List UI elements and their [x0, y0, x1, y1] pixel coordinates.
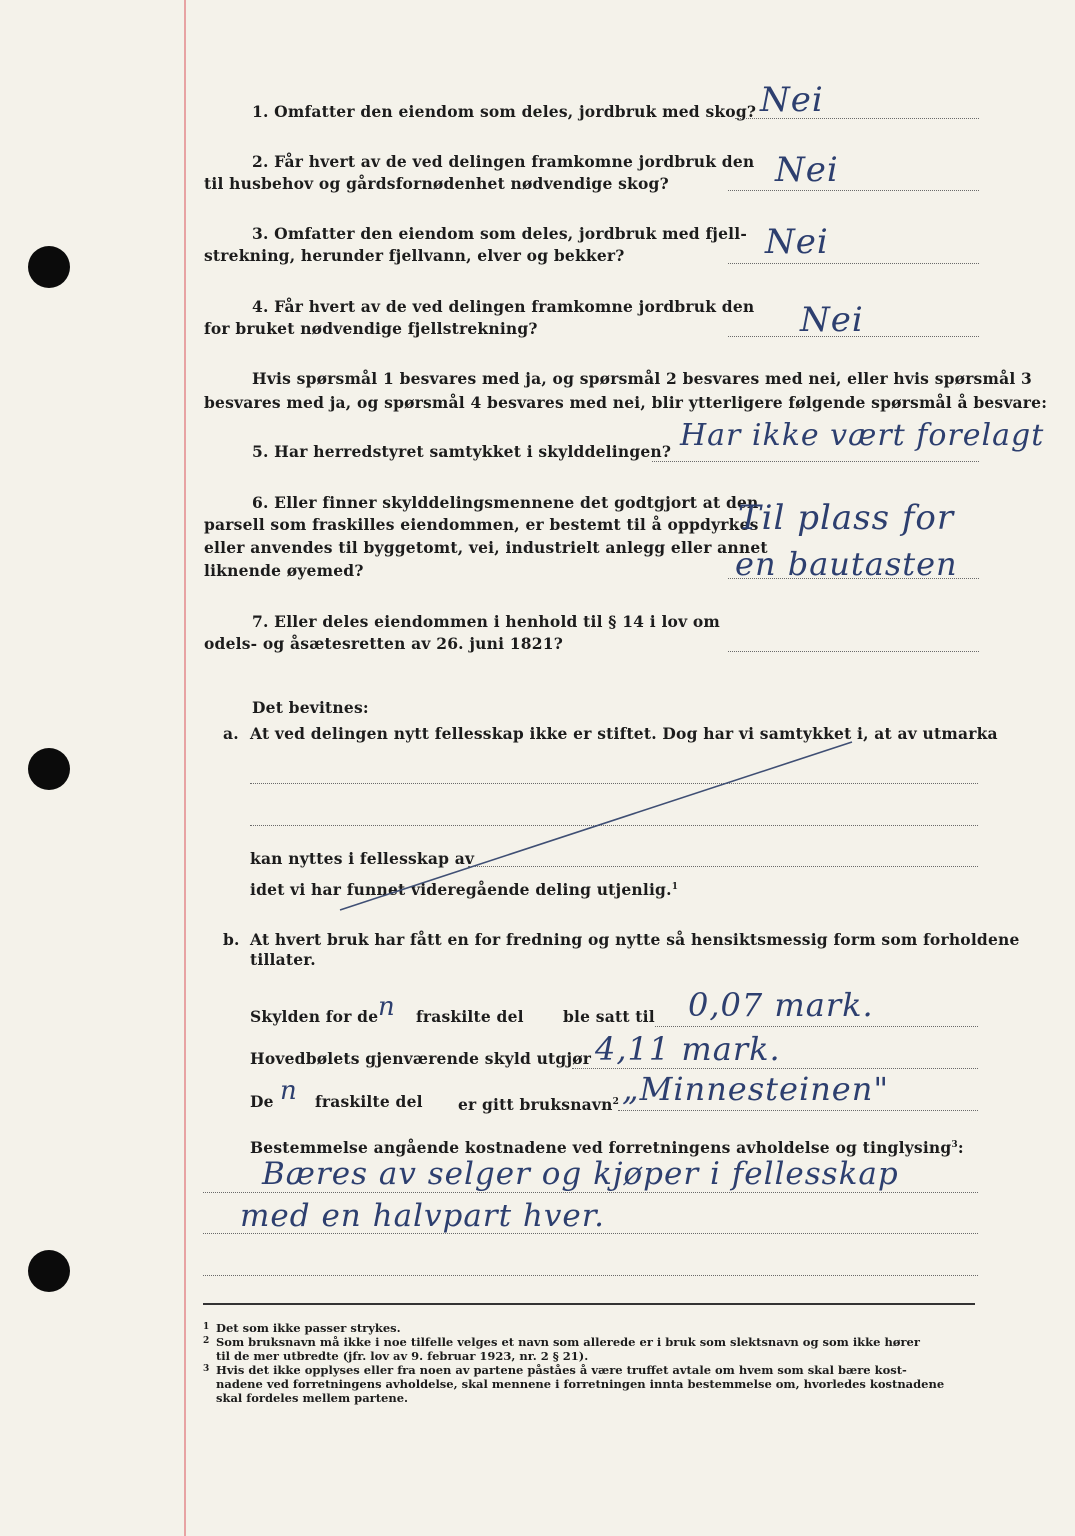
question-6-line3: eller anvendes til byggetomt, vei, industrielt anlegg eller annet — [204, 538, 768, 557]
idet-text: idet vi har funnet videregående deling utjenlig.$^1$ — [250, 880, 679, 900]
bruksnavn-del: fraskilte del — [315, 1092, 423, 1111]
question-4-line1: 4. Får hvert av de ved delingen framkomne jordbruk den — [252, 297, 755, 316]
footnote-3-line3: skal fordeles mellem partene. — [216, 1391, 409, 1405]
skyld-del: fraskilte del — [416, 1007, 524, 1026]
footnote-3-line2: nadene ved forretningens avholdelse, skal mennene i forretningen innta bestemmelse om, hvorledes kostnadene — [216, 1377, 945, 1391]
bevitnes-heading: Det bevitnes: — [252, 698, 369, 717]
item-a-text: At ved delingen nytt fellesskap ikke er stiftet. Dog har vi samtykket i, at av utmarka — [250, 724, 998, 743]
answer-line — [572, 1068, 978, 1069]
answer-3: Nei — [765, 222, 829, 262]
footnote-2-num: 2 — [203, 1336, 210, 1346]
footnote-3-num: 3 — [203, 1364, 210, 1374]
hoved-label: Hovedbølets gjenværende skyld utgjør — [250, 1049, 592, 1068]
answer-6-line2: en bautasten — [735, 545, 958, 583]
skyld-label: Skylden for de — [250, 1007, 379, 1026]
bruksnavn-value: „Minnesteinen" — [622, 1070, 890, 1108]
footnote-3-line1: Hvis det ikke opplyses eller fra noen av partene påståes å være truffet avtale om hvem som skal bære kost- — [216, 1363, 907, 1377]
question-2-line2: til husbehov og gårdsfornødenhet nødvendige skog? — [204, 174, 669, 193]
question-3-line2: strekning, herunder fjellvann, elver og bekker? — [204, 246, 625, 265]
answer-line — [655, 1026, 978, 1027]
question-6-line2: parsell som fraskilles eiendommen, er bestemt til å oppdyrkes — [204, 515, 759, 534]
fill-line — [203, 1192, 978, 1193]
bruksnavn-label: er gitt bruksnavn$^2$ — [458, 1095, 620, 1115]
answer-6-line1: Til plass for — [738, 498, 955, 538]
question-6-line1: 6. Eller finner skylddelingsmennene det godtgjort at den — [252, 493, 759, 512]
bruksnavn-suffix: n — [280, 1076, 298, 1106]
question-3-line1: 3. Omfatter den eiendom som deles, jordbruk med fjell- — [252, 224, 747, 243]
answer-4: Nei — [800, 300, 864, 340]
hoved-value: 4,11 mark. — [595, 1030, 781, 1068]
kostnad-label: Bestemmelse angående kostnadene ved forretningens avholdelse og tinglysing$^3$: — [250, 1138, 964, 1158]
footnote-2-line1: Som bruksnavn må ikke i noe tilfelle velges et navn som allerede er i bruk som slektsnavn og som ikke hører — [216, 1335, 920, 1349]
condition-line2: besvares med ja, og spørsmål 4 besvares med nei, blir ytterligere følgende spørsmål å besvare: — [204, 393, 1048, 412]
footnote-1: Det som ikke passer strykes. — [216, 1321, 401, 1335]
fill-line — [203, 1275, 978, 1276]
footnote-1-num: 1 — [203, 1322, 210, 1332]
skyld-satt: ble satt til — [563, 1007, 655, 1026]
skyld-suffix: n — [378, 992, 396, 1022]
question-1: 1. Omfatter den eiendom som deles, jordbruk med skog? — [252, 102, 757, 121]
answer-5: Har ikke vært forelagt — [680, 418, 1045, 453]
question-2-line1: 2. Får hvert av de ved delingen framkomne jordbruk den — [252, 152, 755, 171]
fellesskap-text: kan nyttes i fellesskap av — [250, 849, 475, 868]
answer-1: Nei — [760, 80, 824, 120]
footnote-2-line2: til de mer utbredte (jfr. lov av 9. februar 1923, nr. 2 § 21). — [216, 1349, 589, 1363]
answer-2: Nei — [775, 150, 839, 190]
condition-line1: Hvis spørsmål 1 besvares med ja, og spørsmål 2 besvares med nei, eller hvis spørsmål 3 — [252, 369, 1032, 388]
kostnad-answer1: Bæres av selger og kjøper i fellesskap — [262, 1156, 899, 1192]
footnote-rule — [203, 1303, 975, 1305]
item-b-line1: At hvert bruk har fått en for fredning og nytte så hensiktsmessig form som forholdene — [250, 930, 1020, 949]
question-6-line4: liknende øyemed? — [204, 561, 364, 580]
item-b-line2: tillater. — [250, 950, 316, 969]
skyld-value: 0,07 mark. — [688, 986, 874, 1024]
question-7-line2: odels- og åsætesretten av 26. juni 1821? — [204, 634, 564, 653]
kostnad-answer2: med en halvpart hver. — [240, 1198, 606, 1234]
bruksnavn-de: De — [250, 1092, 274, 1111]
question-4-line2: for bruket nødvendige fjellstrekning? — [204, 319, 538, 338]
answer-line — [618, 1110, 978, 1111]
item-b-label: b. — [223, 930, 240, 949]
question-5: 5. Har herredstyret samtykket i skylddelingen? — [252, 442, 672, 461]
question-7-line1: 7. Eller deles eiendommen i henhold til § 14 i lov om — [252, 612, 721, 631]
item-a-label: a. — [223, 724, 239, 743]
